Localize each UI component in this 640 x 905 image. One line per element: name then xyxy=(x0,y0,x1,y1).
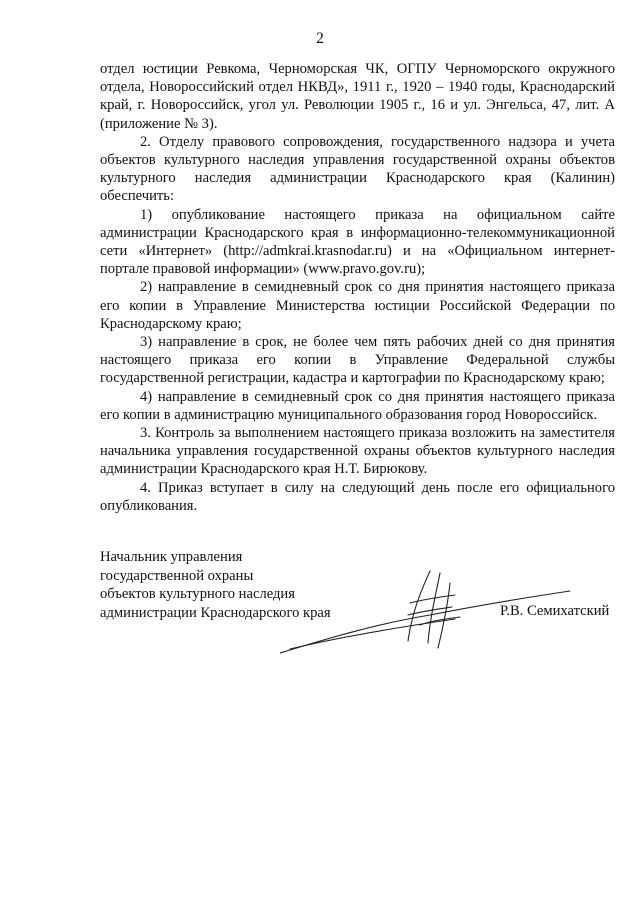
signatory-title-line: Начальник управления xyxy=(100,549,243,565)
signature-block xyxy=(100,548,620,668)
paragraph-item-3: 3. Контроль за выполнением настоящего приказа возложить на заместителя начальника управления государственной охраны объектов культурного наследия администрации Краснодарского края Н.Т. Бирюкову. xyxy=(100,425,615,478)
paragraph-item-4: 4. Приказ вступает в силу на следующий день после его официального опубликования. xyxy=(100,479,615,514)
document-body xyxy=(100,60,615,515)
signatory-title-line: объектов культурного наследия xyxy=(100,586,295,602)
subitem-1: 1) опубликование настоящего приказа на официальном сайте администрации Краснодарского края в информационно-телекоммуникационной сети «Интернет» (http://admkrai.krasnodar.ru) и на «Официальном интернет-портале правовой информации» (www.pravo.gov.ru); xyxy=(100,206,615,278)
subitem-2: 2) направление в семидневный срок со дня принятия настоящего приказа его копии в Управление Министерства юстиции Российской Федерации по Краснодарскому краю; xyxy=(100,279,615,332)
page-number: 2 xyxy=(316,30,324,47)
subitem-3: 3) направление в срок, не более чем пять рабочих дней со дня принятия настоящего приказа его копии в Управление Федеральной службы государственной регистрации, кадастра и картографии по Краснодарскому краю; xyxy=(100,334,615,387)
paragraph-continuation: отдел юстиции Ревкома, Черноморская ЧК, ОГПУ Черноморского окружного отдела, Новороссийский отдел НКВД», 1911 г., 1920 – 1940 годы, Краснодарский край, г. Новороссийск, угол ул. Революции 1905 г., 16 и ул. Энгельса, 47, лит. А (приложение № 3). xyxy=(100,61,615,132)
signatory-title-line: государственной охраны xyxy=(100,567,254,584)
signatory-name: Р.В. Семихатский xyxy=(500,603,610,619)
paragraph-item-2: 2. Отделу правового сопровождения, государственного надзора и учета объектов культурного наследия управления государственной охраны объектов культурного наследия администрации Краснодарского края (Калинин) обеспечить: xyxy=(100,133,615,205)
signatory-title-line: администрации Краснодарского края xyxy=(100,604,331,621)
subitem-4: 4) направление в семидневный срок со дня принятия настоящего приказа его копии в администрацию муниципального образования город Новороссийск. xyxy=(100,388,615,423)
